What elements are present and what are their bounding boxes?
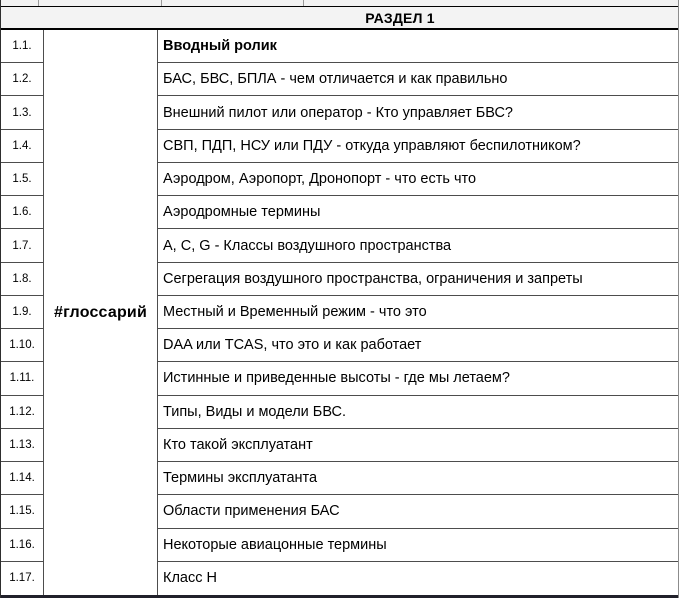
row-title: Истинные и приведенные высоты - где мы летаем?: [163, 370, 510, 387]
row-number: 1.9.: [12, 305, 32, 318]
row-title: Аэродромные термины: [163, 204, 321, 221]
row-number-cell[interactable]: [1, 30, 44, 63]
row-number-cell[interactable]: [1, 495, 44, 528]
row-number: 1.12.: [9, 405, 35, 418]
row-title: СВП, ПДП, НСУ или ПДУ - откуда управляют беспилотником?: [163, 137, 581, 154]
row-title-cell[interactable]: [158, 396, 678, 429]
row-title: DAA или TCAS, что это и как работает: [163, 337, 422, 354]
row-number-cell[interactable]: [1, 196, 44, 229]
row-number: 1.10.: [9, 339, 35, 352]
row-number: 1.14.: [9, 472, 35, 485]
previous-row-fragment: [1, 0, 678, 6]
row-number: 1.1.: [12, 40, 32, 53]
row-title: Термины эксплуатанта: [163, 470, 318, 487]
category-cell[interactable]: [44, 30, 158, 595]
row-title-cell[interactable]: [158, 362, 678, 395]
row-title-cell[interactable]: [158, 529, 678, 562]
row-title: А, С, G - Классы воздушного пространства: [163, 237, 452, 254]
grid-line-stub: [161, 0, 162, 6]
grid-line-stub: [303, 0, 304, 6]
category-label: #глоссарий: [53, 303, 147, 321]
row-title-cell[interactable]: [158, 130, 678, 163]
row-number-cell[interactable]: [1, 296, 44, 329]
row-title: Типы, Виды и модели БВС.: [163, 403, 347, 420]
row-title-cell[interactable]: [158, 296, 678, 329]
row-title: Вводный ролик: [163, 38, 277, 55]
row-title: Сегрегация воздушного пространства, ограничения и запреты: [163, 270, 583, 287]
row-number: 1.4.: [12, 139, 32, 152]
row-title: Некоторые авиацонные термины: [163, 536, 387, 553]
row-title: Класс Н: [163, 570, 217, 587]
row-number-cell[interactable]: [1, 329, 44, 362]
row-title-cell[interactable]: [158, 229, 678, 262]
section-table-body: [1, 30, 678, 598]
row-number-cell[interactable]: [1, 362, 44, 395]
row-title-cell[interactable]: [158, 63, 678, 96]
row-number: 1.8.: [12, 272, 32, 285]
row-number-cell[interactable]: [1, 263, 44, 296]
row-title-cell[interactable]: [158, 30, 678, 63]
row-number: 1.13.: [9, 438, 35, 451]
row-title: Местный и Временный режим - что это: [163, 303, 427, 320]
row-number: 1.5.: [12, 173, 32, 186]
row-title-cell[interactable]: [158, 429, 678, 462]
row-number-cell[interactable]: [1, 429, 44, 462]
row-number-cell[interactable]: [1, 63, 44, 96]
row-number: 1.15.: [9, 505, 35, 518]
row-number-cell[interactable]: [1, 229, 44, 262]
row-number: 1.11.: [9, 372, 35, 385]
row-title-cell[interactable]: [158, 462, 678, 495]
row-title: Области применения БАС: [163, 503, 340, 520]
row-number-cell[interactable]: [1, 562, 44, 595]
row-number: 1.6.: [12, 206, 32, 219]
row-title: Кто такой эксплуатант: [163, 436, 313, 453]
row-number: 1.17.: [9, 572, 35, 585]
row-number-cell[interactable]: [1, 529, 44, 562]
row-number-cell[interactable]: [1, 462, 44, 495]
row-number-cell[interactable]: [1, 163, 44, 196]
row-number: 1.7.: [12, 239, 32, 252]
row-title: Аэродром, Аэропорт, Дронопорт - что есть что: [163, 171, 477, 188]
row-title-cell[interactable]: [158, 196, 678, 229]
row-title-cell[interactable]: [158, 96, 678, 129]
row-title-cell[interactable]: [158, 495, 678, 528]
row-title: БАС, БВС, БПЛА - чем отличается и как правильно: [163, 71, 508, 88]
row-title-cell[interactable]: [158, 562, 678, 595]
row-title-cell[interactable]: [158, 263, 678, 296]
section-title: РАЗДЕЛ 1: [365, 9, 435, 26]
row-number-cell[interactable]: [1, 396, 44, 429]
grid-line-stub: [38, 0, 39, 6]
row-number-cell[interactable]: [1, 96, 44, 129]
row-title-cell[interactable]: [158, 329, 678, 362]
row-title: Внешний пилот или оператор - Кто управляет БВС?: [163, 104, 513, 121]
section-header-cell[interactable]: [1, 6, 678, 30]
row-number: 1.16.: [9, 538, 35, 551]
row-number: 1.3.: [12, 106, 32, 119]
row-title-cell[interactable]: [158, 163, 678, 196]
row-number-cell[interactable]: [1, 130, 44, 163]
row-number: 1.2.: [12, 73, 32, 86]
